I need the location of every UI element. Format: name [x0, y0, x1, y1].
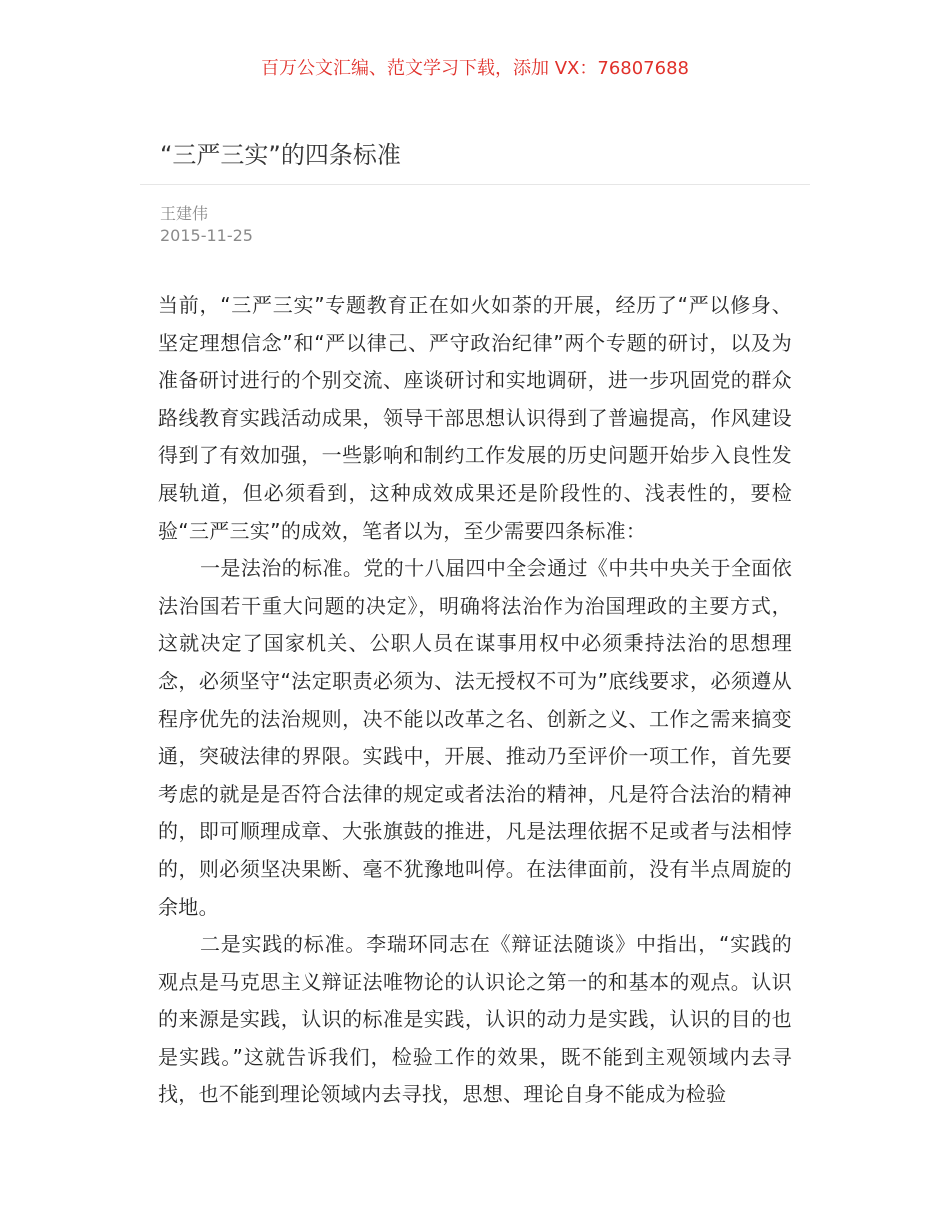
article-body — [158, 287, 792, 1114]
paragraph-practice: 二是实践的标准。李瑞环同志在《辩证法随谈》中指出，“实践的观点是马克思主义辩证法唯物论的认识论之第一的和基本的观点。认识的来源是实践，认识的标准是实践，认识的动力是实践，认识的目的也是实践。”这就告诉我们，检验工作的效果，既不能到主观领域内去寻找，也不能到理论领域内去寻找，思想、理论自身不能成为检验 — [158, 932, 792, 1107]
title-divider — [140, 184, 810, 185]
paragraph-rule-of-law: 一是法治的标准。党的十八届四中全会通过《中共中央关于全面依法治国若干重大问题的决定》，明确将法治作为治国理政的主要方式，这就决定了国家机关、公职人员在谋事用权中必须秉持法治的思想理念，必须坚守“法定职责必须为、法无授权不可为”底线要求，必须遵从程序优先的法治规则，决不能以改革之名、创新之义、工作之需来搞变通，突破法律的界限。实践中，开展、推动乃至评价一项工作，首先要考虑的就是是否符合法律的规定或者法治的精神，凡是符合法治的精神的，即可顺理成章、大张旗鼓的推进，凡是法理依据不足或者与法相悖的，则必须坚决果断、毫不犹豫地叫停。在法律面前，没有半点周旋的余地。 — [158, 556, 792, 919]
article-author: 王建伟 — [160, 204, 209, 223]
watermark-banner: 百万公文汇编、范文学习下载，添加 VX：76807688 — [261, 58, 689, 79]
paragraph-intro: 当前，“三严三实”专题教育正在如火如荼的开展，经历了“严以修身、坚定理想信念”和“严以律己、严守政治纪律”两个专题的研讨，以及为准备研讨进行的个别交流、座谈研讨和实地调研，进一步巩固党的群众路线教育实践活动成果，领导干部思想认识得到了普遍提高，作风建设得到了有效加强，一些影响和制约工作发展的历史问题开始步入良性发展轨道，但必须看到，这种成效成果还是阶段性的、浅表性的，要检验“三严三实”的成效，笔者以为，至少需要四条标准： — [158, 293, 792, 543]
article-date: 2015-11-25 — [160, 226, 253, 245]
article-title: “三严三实”的四条标准 — [160, 141, 401, 169]
article-meta — [160, 203, 253, 247]
